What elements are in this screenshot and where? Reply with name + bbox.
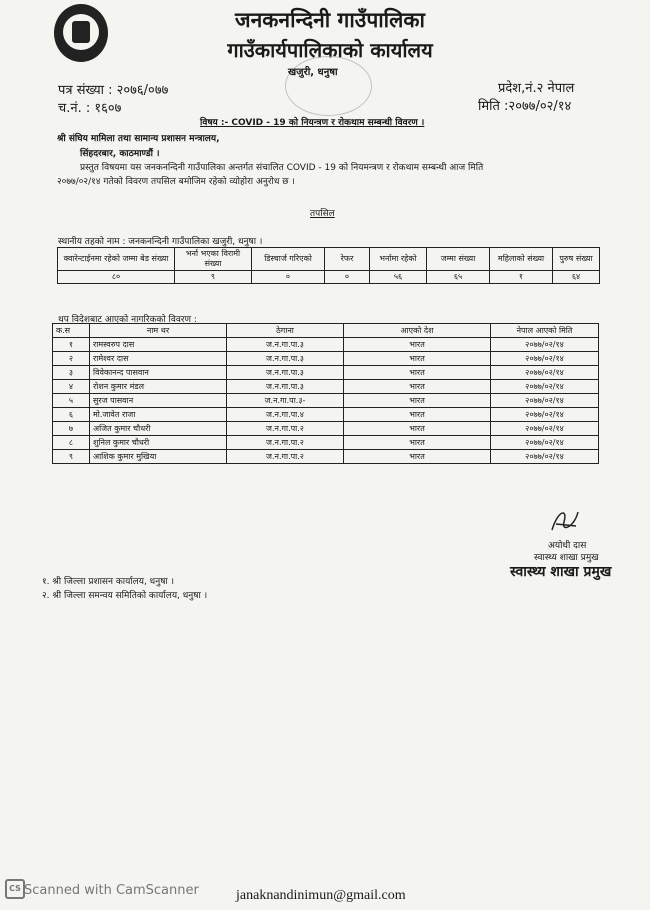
row-name: मो.जावेत राजा: [90, 408, 227, 422]
table-row: [53, 450, 599, 464]
scanner-watermark: Scanned with CamScanner: [24, 883, 199, 898]
row-serial: ६: [53, 408, 90, 422]
header-quarantine-beds: क्वारेन्टाईनमा रहेको जम्मा बेड संख्या: [58, 248, 175, 271]
header-name: नाम थर: [90, 324, 227, 338]
returnees-header-row: [53, 324, 599, 338]
foreign-returnees-title: थप विदेशबाट आएको नागरिकको विवरण :: [58, 315, 197, 325]
table-row: [53, 352, 599, 366]
row-address: ज.न.गा.पा.३: [227, 352, 344, 366]
row-name: रोशन कुमार मंडल: [90, 380, 227, 394]
date-label: मिति :२०७७/०२/१४: [478, 99, 572, 114]
row-name: शुनिल कुमार चौधरी: [90, 436, 227, 450]
recipient-line-1: श्री संघिय मामिला तथा सामान्य प्रशासन मन्त्रालय,: [57, 134, 220, 144]
row-country: भारत: [344, 450, 491, 464]
header-in-admission: भर्नामा रहेको: [370, 248, 427, 271]
office-title: गाउँकार्यपालिकाको कार्यालय: [227, 38, 433, 62]
row-arrival-date: २०७७/०२/१४: [491, 436, 599, 450]
value-total: ६५: [427, 271, 490, 284]
row-country: भारत: [344, 352, 491, 366]
row-address: ज.न.गा.पा.२: [227, 436, 344, 450]
value-female: १: [490, 271, 553, 284]
header-male: पुरुष संख्या: [553, 248, 600, 271]
row-name: रामस्वरुप दास: [90, 338, 227, 352]
table-row: [53, 380, 599, 394]
row-country: भारत: [344, 394, 491, 408]
local-body-name: स्थानीय तहको नाम : जनकनन्दिनी गाउँपालिका खजुरी, धनुषा ।: [58, 237, 263, 247]
row-serial: ५: [53, 394, 90, 408]
row-address: ज.न.गा.पा.३-: [227, 394, 344, 408]
value-discharged: ०: [252, 271, 325, 284]
letter-number: पत्र संख्या : २०७६/०७७: [58, 83, 169, 98]
header-referred: रेफर: [325, 248, 370, 271]
dispatch-number: च.नं. : १६०७: [58, 101, 122, 116]
row-country: भारत: [344, 408, 491, 422]
table-row: [53, 408, 599, 422]
row-arrival-date: २०७७/०२/१४: [491, 338, 599, 352]
row-arrival-date: २०७७/०२/१४: [491, 366, 599, 380]
header-admitted: भर्ना भएका विरामी संख्या: [175, 248, 252, 271]
cc-line-1: १. श्री जिल्ला प्रशासन कार्यालय, धनुषा ।: [42, 577, 175, 587]
summary-table: [57, 247, 600, 284]
value-male: ६४: [553, 271, 600, 284]
row-address: ज.न.गा.पा.३: [227, 380, 344, 394]
header-country: आएको देश: [344, 324, 491, 338]
row-address: ज.न.गा.पा.४: [227, 408, 344, 422]
municipality-title: जनकनन्दिनी गाउँपालिका: [235, 8, 425, 32]
stamp-text: खजुरी, धनुषा: [288, 67, 338, 78]
row-address: ज.न.गा.पा.३: [227, 366, 344, 380]
value-quarantine-beds: ८०: [58, 271, 175, 284]
row-arrival-date: २०७७/०२/१४: [491, 450, 599, 464]
province-label: प्रदेश,नं.२ नेपाल: [498, 81, 575, 96]
designation-stamp: स्वास्थ्य शाखा प्रमुख: [510, 564, 612, 580]
header-arrival-date: नेपाल आएको मिति: [491, 324, 599, 338]
row-address: ज.न.गा.पा.२: [227, 450, 344, 464]
header-discharged: डिस्चार्ज गरिएको: [252, 248, 325, 271]
header-serial: क.स: [53, 324, 90, 338]
subject-line: विषय :- COVID - 19 को नियन्त्रण र रोकथाम सम्बन्धी विवरण ।: [200, 118, 425, 128]
body-text-line-2: २०७७/०२/१४ गतेको विवरण तपसिल बमोजिम रहेको व्योहोरा अनुरोध छ ।: [57, 177, 295, 187]
tapsil-heading: तपसिल: [310, 209, 335, 219]
body-text-line-1: प्रस्तुत विषयमा यस जनकनन्दिनी गाउँपालिका अन्तर्गत संचालित COVID - 19 को नियमन्त्रण र रोकथाम सम्बन्धी आज मिति: [80, 163, 484, 173]
row-country: भारत: [344, 380, 491, 394]
returnees-table: [52, 323, 599, 464]
row-country: भारत: [344, 436, 491, 450]
row-arrival-date: २०७७/०२/१४: [491, 352, 599, 366]
row-arrival-date: २०७७/०२/१४: [491, 380, 599, 394]
cc-line-2: २. श्री जिल्ला समन्वय समितिको कार्यालय, धनुषा ।: [42, 591, 208, 601]
recipient-line-2: सिंहदरबार, काठमाण्डौं ।: [80, 149, 160, 159]
table-row: [53, 366, 599, 380]
header-address: ठेगाना: [227, 324, 344, 338]
signatory-name: अयोधी दास: [548, 541, 587, 551]
header-female: महिलाको संख्या: [490, 248, 553, 271]
row-country: भारत: [344, 338, 491, 352]
row-serial: २: [53, 352, 90, 366]
row-arrival-date: २०७७/०२/१४: [491, 408, 599, 422]
row-arrival-date: २०७७/०२/१४: [491, 394, 599, 408]
table-row: [53, 338, 599, 352]
row-address: ज.न.गा.पा.२: [227, 422, 344, 436]
row-name: रामेश्वर दास: [90, 352, 227, 366]
header-total: जम्मा संख्या: [427, 248, 490, 271]
value-in-admission: ५६: [370, 271, 427, 284]
email-address: janaknandinimun@gmail.com: [236, 888, 406, 903]
table-row: [53, 422, 599, 436]
row-serial: १: [53, 338, 90, 352]
summary-value-row: [58, 271, 600, 284]
value-referred: ०: [325, 271, 370, 284]
row-serial: ९: [53, 450, 90, 464]
row-name: विवेकानन्द पासवान: [90, 366, 227, 380]
value-admitted: ९: [175, 271, 252, 284]
row-serial: ३: [53, 366, 90, 380]
row-address: ज.न.गा.पा.३: [227, 338, 344, 352]
summary-header-row: [58, 248, 600, 271]
row-serial: ८: [53, 436, 90, 450]
camscanner-icon: CS: [5, 879, 25, 899]
row-arrival-date: २०७७/०२/१४: [491, 422, 599, 436]
row-name: आशिक कुमार मुखिया: [90, 450, 227, 464]
row-serial: ७: [53, 422, 90, 436]
signature-scribble: [548, 506, 584, 536]
signatory-designation: स्वास्थ्य शाखा प्रमुख: [534, 553, 599, 563]
row-name: अजित कुमार चौधरी: [90, 422, 227, 436]
row-country: भारत: [344, 366, 491, 380]
row-name: सुरज पासवान: [90, 394, 227, 408]
row-country: भारत: [344, 422, 491, 436]
table-row: [53, 394, 599, 408]
nepal-emblem-logo: [54, 4, 108, 62]
table-row: [53, 436, 599, 450]
row-serial: ४: [53, 380, 90, 394]
